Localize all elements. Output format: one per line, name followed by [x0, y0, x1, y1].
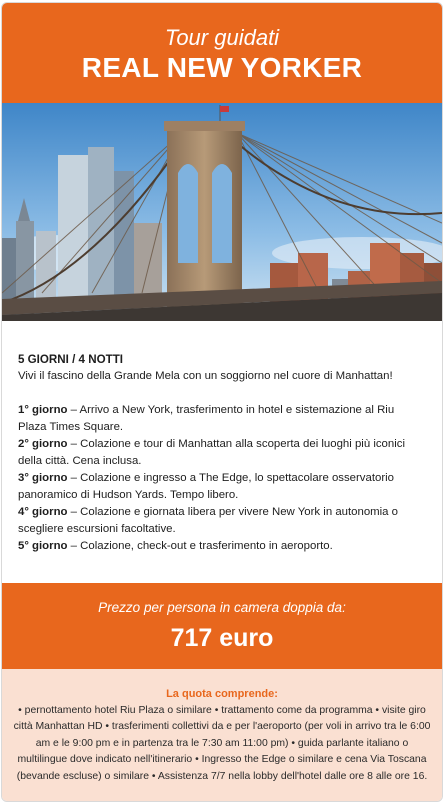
itinerary-day	[18, 504, 424, 538]
day-label: 1° giorno	[18, 404, 68, 416]
day-label: 3° giorno	[18, 472, 68, 484]
itinerary-day	[18, 402, 424, 436]
itinerary-day	[18, 538, 424, 555]
day-label: 4° giorno	[18, 506, 68, 518]
tour-card	[1, 2, 443, 802]
itinerary-section	[2, 321, 442, 583]
tour-header	[2, 3, 442, 103]
itinerary-day	[18, 436, 424, 470]
includes-section	[2, 669, 442, 802]
duration-label: 5 GIORNI / 4 NOTTI	[18, 353, 124, 366]
price-banner	[2, 583, 442, 669]
day-label: 2° giorno	[18, 438, 68, 450]
intro-text: Vivi il fascino della Grande Mela con un soggiorno nel cuore di Manhattan!	[18, 370, 393, 382]
itinerary-day	[18, 470, 424, 504]
day-text: – Colazione e ingresso a The Edge, lo spettacolare osservatorio panoramico di Hudson Yards. Tempo libero.	[18, 472, 394, 501]
day-label: 5° giorno	[18, 540, 68, 552]
price-label: Prezzo per persona in camera doppia da:	[98, 600, 346, 615]
day-text: – Colazione e giornata libera per vivere New York in autonomia o scegliere escursioni facoltative.	[18, 506, 399, 535]
tour-title: REAL NEW YORKER	[81, 52, 363, 83]
price-value: 717 euro	[170, 624, 274, 652]
includes-text: • pernottamento hotel Riu Plaza o similare • trattamento come da programma • visite giro città Manhattan HD • trasferimenti collettivi da e per l'aeroporto (per voli in arrivo tra le 6:00 am e le 9:00 pm e in partenza tra le 7:30 am 11:00 pm) • guida parlante italiano o multilingue dove indicato nell'itinerario • Ingresso the Edge o similare e cena Via Toscana (bevande escluse) o similare • Assistenza 7/7 nella lobby dell'hotel dalle ore 8 alle ore 16.	[13, 704, 431, 782]
tour-subtitle: Tour guidati	[164, 25, 280, 50]
day-text: – Colazione, check-out e trasferimento in aeroporto.	[67, 540, 333, 552]
brooklyn-bridge-photo	[2, 103, 442, 321]
day-text: – Arrivo a New York, trasferimento in hotel e sistemazione al Riu Plaza Times Square.	[18, 404, 395, 433]
includes-title: La quota comprende:	[166, 688, 278, 700]
day-text: – Colazione e tour di Manhattan alla scoperta dei luoghi più iconici della città. Cena inclusa.	[18, 438, 405, 467]
